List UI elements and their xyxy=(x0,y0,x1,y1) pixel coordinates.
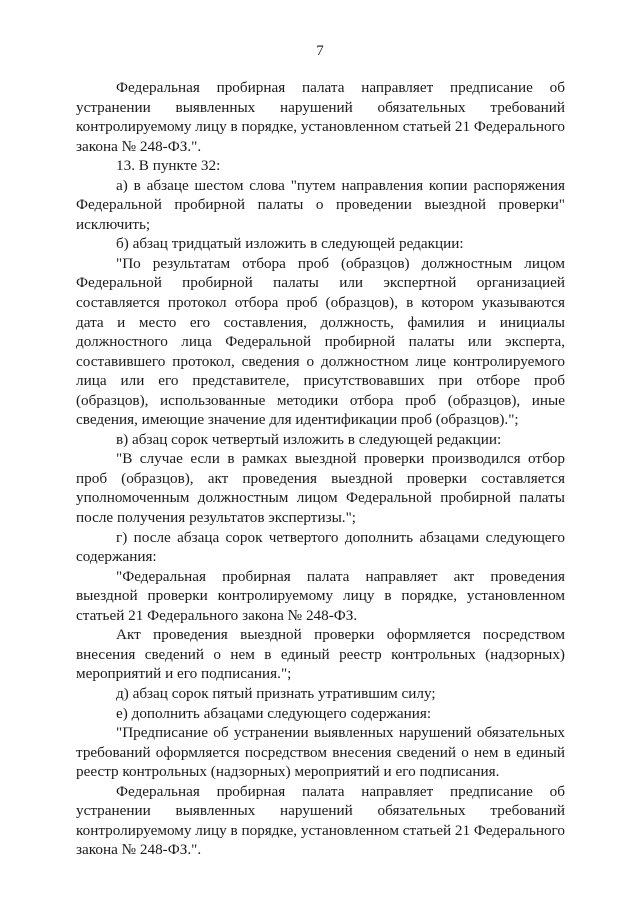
document-body xyxy=(76,78,565,860)
paragraph: Федеральная пробирная палата направляет предписание об устранении выявленных нарушений обязательных требований контролируемому лицу в порядке, установленном статьей 21 Федерального закона № 248-ФЗ.". xyxy=(76,79,565,155)
page-number: 7 xyxy=(316,43,324,59)
paragraph: а) в абзаце шестом слова "путем направления копии распоряжения Федеральной пробирной палаты о проведении выездной проверки" исключить; xyxy=(76,176,565,233)
paragraph: е) дополнить абзацами следующего содержания: xyxy=(116,704,432,722)
paragraph: "В случае если в рамках выездной проверки производился отбор проб (образцов), акт проведения выездной проверки составляется уполномоченным должностным лицом Федеральной пробирной палаты после получения результатов экспертизы."; xyxy=(76,450,565,527)
paragraph: "По результатам отбора проб (образцов) должностным лицом Федеральной пробирной палаты или экспертной организацией составляется протокол отбора проб (образцов), в котором указываются дата и место его составления, должность, фамилия и инициалы должностного лица Федеральной пробирной палаты или эксперта, составившего протокол, сведения о должностном лице контролируемого лица или его представителе, присутствовавших при отборе проб (образцов), использованные методики отбора проб (образцов), иные сведения, имеющие значение для идентификации проб (образцов)."; xyxy=(76,254,565,429)
paragraph: г) после абзаца сорок четвертого дополнить абзацами следующего содержания: xyxy=(76,528,565,566)
paragraph: Федеральная пробирная палата направляет предписание об устранении выявленных нарушений обязательных требований контролируемому лицу в порядке, установленном статьей 21 Федерального закона № 248-ФЗ.". xyxy=(76,782,565,859)
paragraph: Акт проведения выездной проверки оформляется посредством внесения сведений о нем в единый реестр контрольных (надзорных) мероприятий и его подписания."; xyxy=(76,626,565,683)
paragraph: 13. В пункте 32: xyxy=(116,157,221,175)
paragraph: "Предписание об устранении выявленных нарушений обязательных требований оформляется посредством внесения сведений о нем в единый реестр контрольных (надзорных) мероприятий и его подписания. xyxy=(76,724,565,781)
paragraph: в) абзац сорок четвертый изложить в следующей редакции: xyxy=(116,430,502,448)
paragraph: б) абзац тридцатый изложить в следующей редакции: xyxy=(116,235,464,253)
paragraph: д) абзац сорок пятый признать утратившим силу; xyxy=(116,684,436,702)
paragraph: "Федеральная пробирная палата направляет акт проведения выездной проверки контролируемому лицу в порядке, установленном статьей 21 Федерального закона № 248-ФЗ. xyxy=(76,567,565,624)
